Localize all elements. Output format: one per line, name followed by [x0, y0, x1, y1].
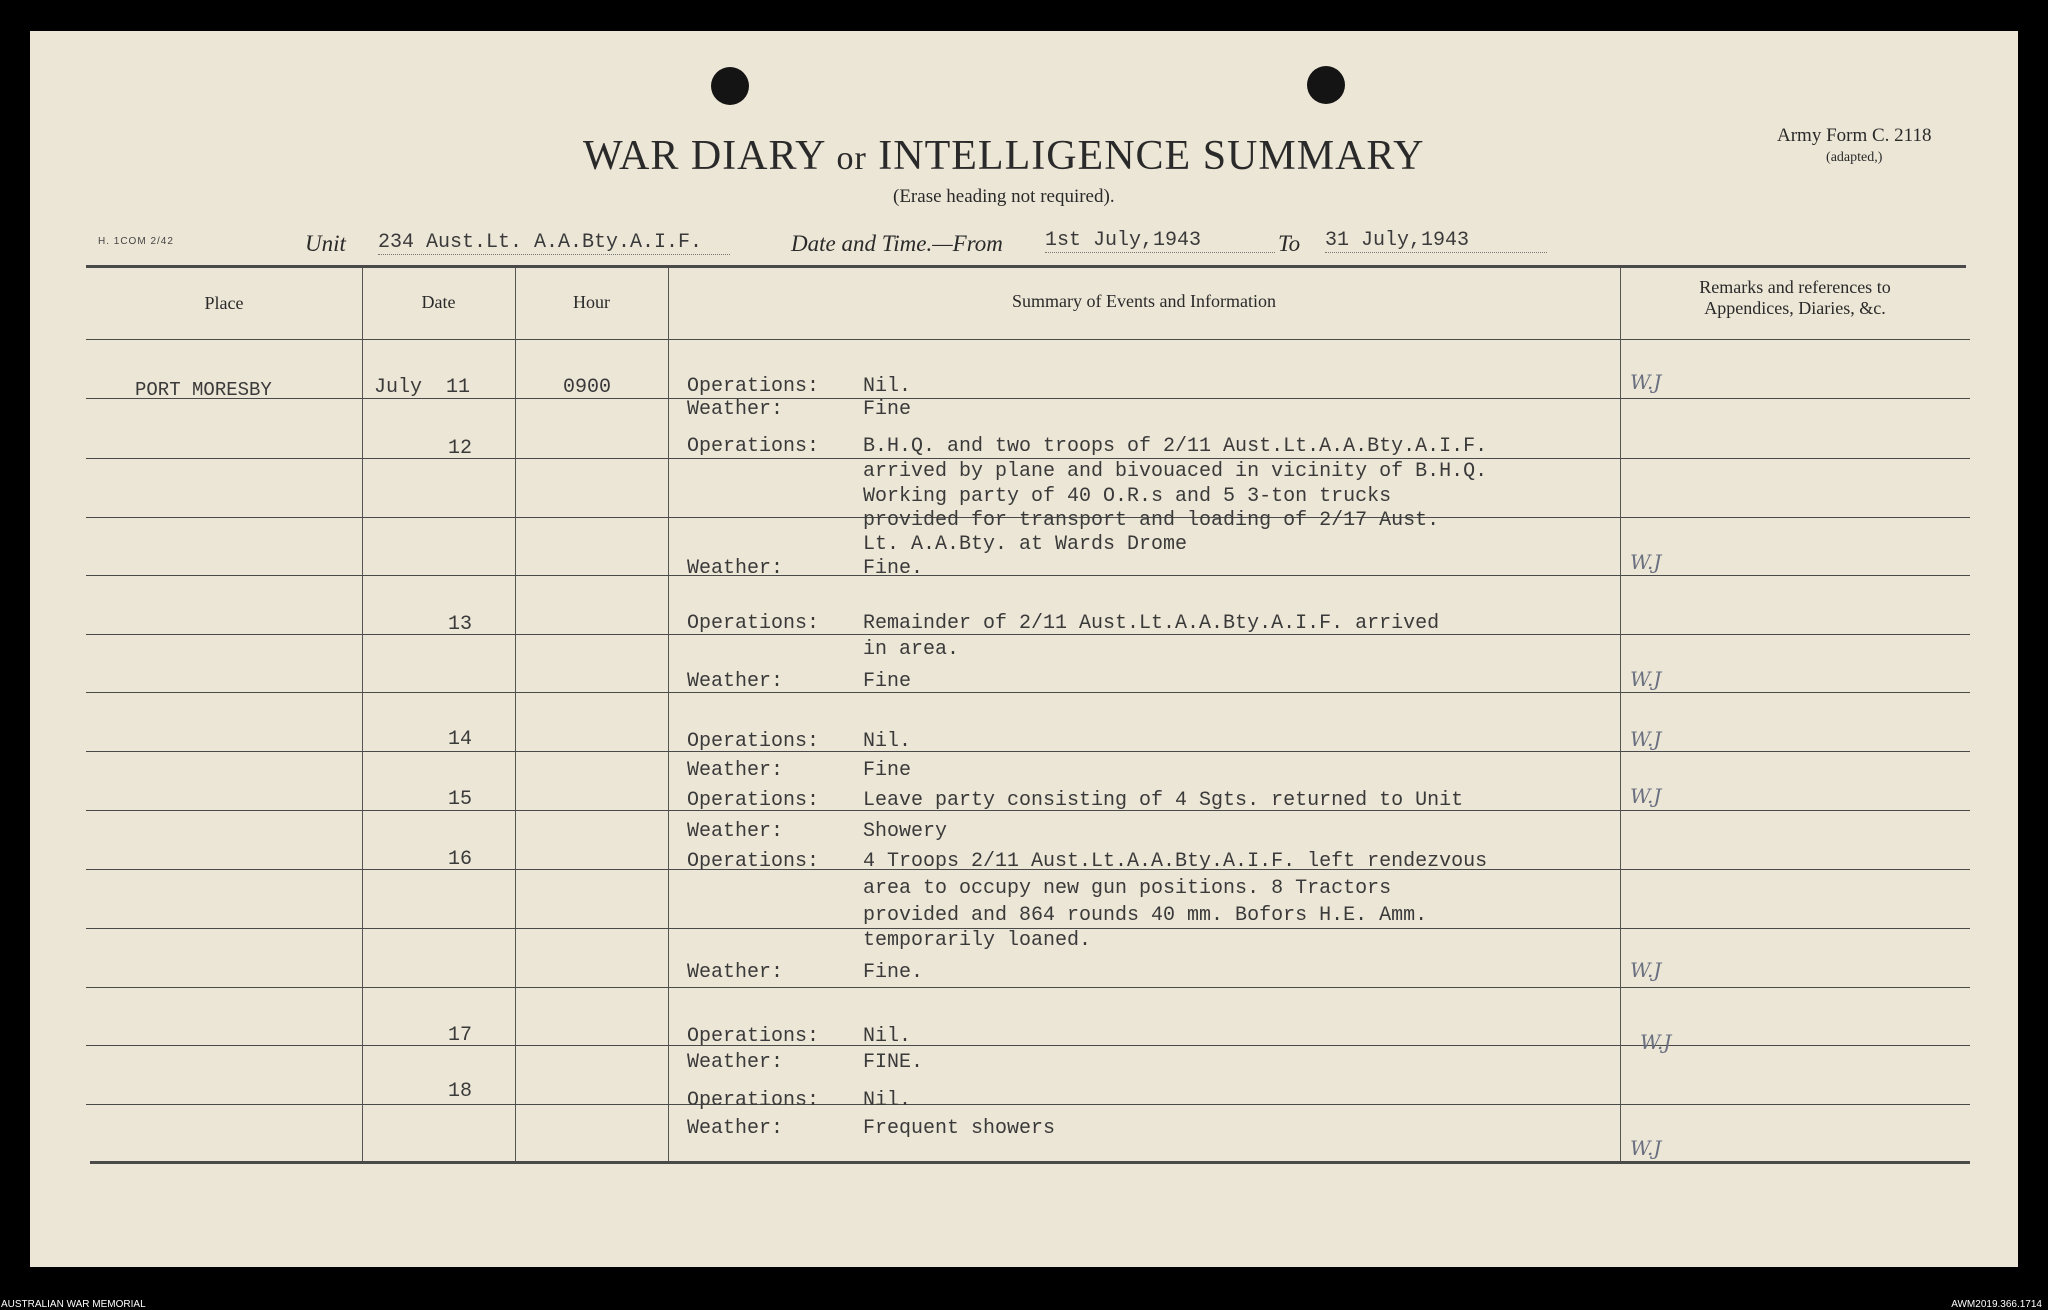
column-divider [1620, 268, 1621, 1161]
row-rule [86, 458, 1970, 459]
date-value: July 11 [374, 376, 471, 399]
remarks-initials: W.J [1630, 550, 1662, 574]
entry-text: provided for transport and loading of 2/17 Aust. [863, 509, 1440, 532]
date-value: 12 [448, 437, 473, 460]
entry-label: Weather: [687, 1117, 784, 1140]
page-title [583, 132, 1424, 180]
header-summary: Summary of Events and Information [1012, 291, 1276, 311]
entry-text: B.H.Q. and two troops of 2/11 Aust.Lt.A.A.Bty.A.I.F. [863, 435, 1488, 458]
entry-text: Nil. [863, 1025, 912, 1048]
title-or: or [836, 140, 867, 177]
row-rule [86, 1104, 1970, 1105]
remarks-initials: W.J [1630, 958, 1662, 982]
punch-hole-right [1307, 66, 1345, 104]
entry-text: FINE. [863, 1051, 924, 1074]
row-rule [86, 751, 1970, 752]
entry-text: arrived by plane and bivouaced in vicinity of B.H.Q. [863, 460, 1488, 483]
entry-text: provided and 864 rounds 40 mm. Bofors H.E. Amm. [863, 904, 1428, 927]
entry-text: Nil. [863, 1089, 912, 1112]
entry-text: Lt. A.A.Bty. at Wards Drome [863, 533, 1188, 556]
entry-label: Operations: [687, 435, 820, 458]
unit-value: 234 Aust.Lt. A.A.Bty.A.I.F. [378, 231, 730, 255]
hour-value: 0900 [563, 376, 612, 399]
row-rule [86, 987, 1970, 988]
entry-label: Weather: [687, 961, 784, 984]
header-place: Place [204, 293, 244, 313]
remarks-initials: W.J [1640, 1030, 1672, 1054]
remarks-initials: W.J [1630, 727, 1662, 751]
entry-label: Weather: [687, 759, 784, 782]
entry-text: Fine [863, 398, 912, 421]
entry-label: Operations: [687, 730, 820, 753]
table-bottom-rule [90, 1161, 1970, 1164]
entry-text: Leave party consisting of 4 Sgts. returned to Unit [863, 789, 1464, 812]
entry-text: in area. [863, 638, 960, 661]
header-remarks-line2: Appendices, Diaries, &c. [1704, 298, 1886, 318]
date-time-label: Date and Time.—From [791, 231, 1003, 256]
entry-text: Fine [863, 670, 912, 693]
entry-label: Weather: [687, 670, 784, 693]
row-rule [86, 575, 1970, 576]
title-part2: INTELLIGENCE SUMMARY [878, 133, 1425, 179]
remarks-initials: W.J [1630, 1136, 1662, 1160]
entry-text: Working party of 40 O.R.s and 5 3-ton trucks [863, 485, 1392, 508]
row-rule [86, 398, 1970, 399]
remarks-initials: W.J [1630, 784, 1662, 808]
army-form-number: Army Form C. 2118 [1777, 125, 1932, 146]
entry-label: Operations: [687, 789, 820, 812]
entry-label: Operations: [687, 1025, 820, 1048]
footer-left: AUSTRALIAN WAR MEMORIAL [1, 1299, 146, 1310]
entry-label: Operations: [687, 375, 820, 398]
header-rule [86, 339, 1970, 340]
column-divider [362, 268, 363, 1161]
entry-text: Fine. [863, 557, 924, 580]
date-value: 13 [448, 613, 473, 636]
row-rule [86, 692, 1970, 693]
entry-text: Frequent showers [863, 1117, 1056, 1140]
entry-text: Remainder of 2/11 Aust.Lt.A.A.Bty.A.I.F. arrived [863, 612, 1440, 635]
header-remarks-line1: Remarks and references to [1699, 277, 1891, 297]
place-value: PORT MORESBY [135, 379, 272, 401]
subtitle: (Erase heading not required). [893, 186, 1115, 207]
form-code: H. 1COM 2/42 [98, 236, 174, 247]
punch-hole-left [711, 67, 749, 105]
entry-label: Operations: [687, 612, 820, 635]
date-value: 16 [448, 848, 473, 871]
entry-label: Operations: [687, 1089, 820, 1112]
entry-text: Showery [863, 820, 948, 843]
entry-text: Fine [863, 759, 912, 782]
unit-label: Unit [305, 231, 346, 256]
entry-text: Nil. [863, 730, 912, 753]
header-remarks [1620, 277, 1970, 319]
date-value: 15 [448, 788, 473, 811]
entry-text: area to occupy new gun positions. 8 Tractors [863, 877, 1392, 900]
entry-label: Weather: [687, 1051, 784, 1074]
from-value: 1st July,1943 [1045, 229, 1275, 253]
entry-label: Operations: [687, 850, 820, 873]
table-top-rule [86, 265, 1966, 268]
header-date: Date [421, 292, 456, 312]
army-form-adapted: (adapted,) [1826, 150, 1883, 165]
army-form-label [1777, 125, 1931, 166]
entry-text: Nil. [863, 375, 912, 398]
date-value: 17 [448, 1024, 473, 1047]
header-hour: Hour [573, 292, 610, 312]
column-divider [515, 268, 516, 1161]
row-rule [86, 1045, 1970, 1046]
remarks-initials: W.J [1630, 667, 1662, 691]
entry-label: Weather: [687, 820, 784, 843]
to-value: 31 July,1943 [1325, 229, 1547, 253]
to-label: To [1278, 231, 1301, 256]
diary-page [30, 31, 2018, 1267]
date-value: 18 [448, 1080, 473, 1103]
entry-label: Weather: [687, 557, 784, 580]
column-divider [668, 268, 669, 1161]
entry-text: Fine. [863, 961, 924, 984]
entry-label: Weather: [687, 398, 784, 421]
date-value: 14 [448, 728, 473, 751]
entry-text: temporarily loaned. [863, 929, 1092, 952]
title-part1: WAR DIARY [583, 133, 825, 179]
remarks-initials: W.J [1630, 370, 1662, 394]
entry-text: 4 Troops 2/11 Aust.Lt.A.A.Bty.A.I.F. left rendezvous [863, 850, 1488, 873]
footer-right: AWM2019.366.1714 [1951, 1299, 2042, 1310]
